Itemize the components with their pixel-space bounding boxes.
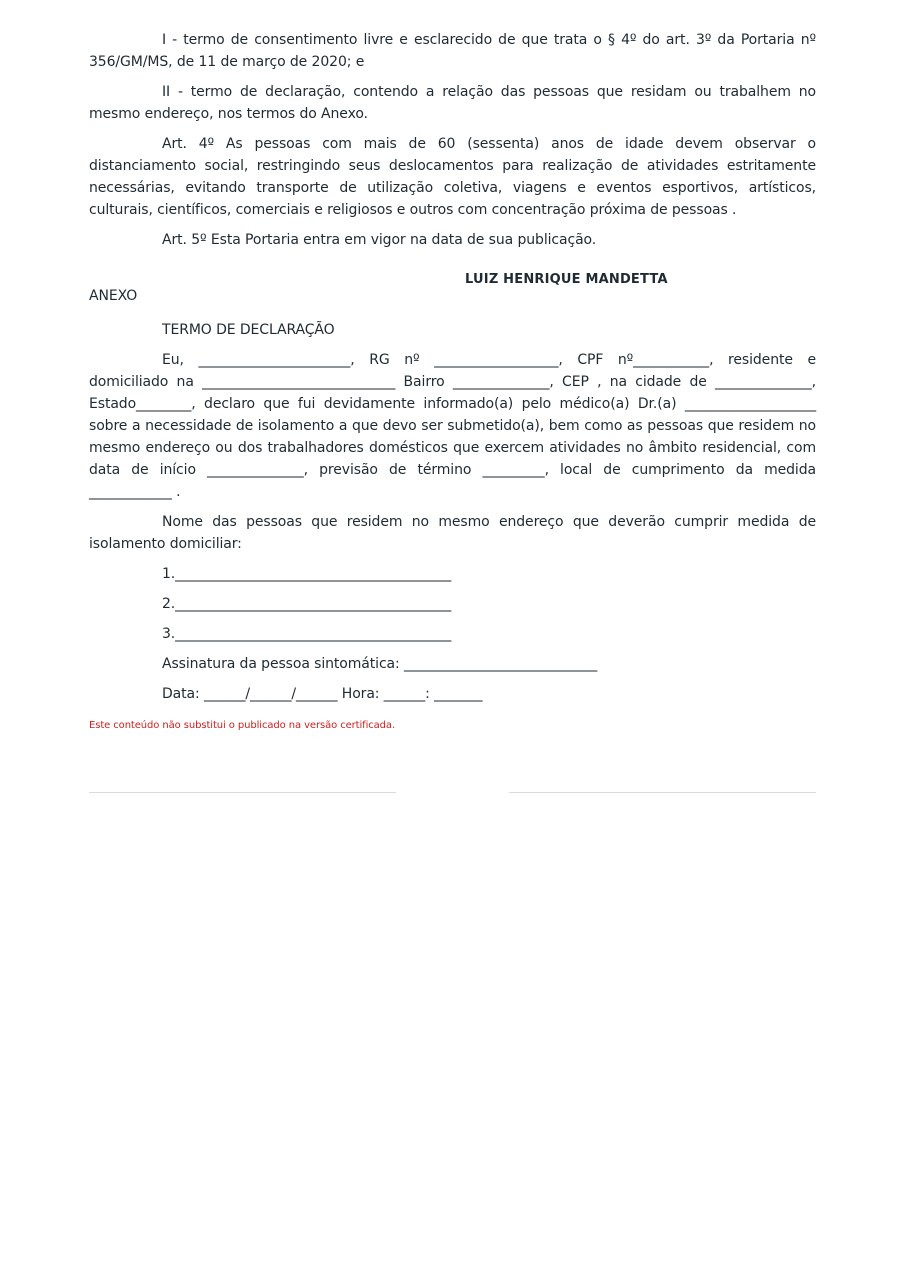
name-line-3: 3.________________________________________: [162, 626, 452, 642]
date-time-line: Data: ______/______/______ Hora: ______: _______: [162, 686, 483, 702]
document-body: [89, 29, 816, 733]
footer-divider-left: [89, 792, 396, 793]
signer-name: LUIZ HENRIQUE MANDETTA: [465, 272, 668, 287]
item-i: I - termo de consentimento livre e esclarecido de que trata o § 4º do art. 3º da Portaria nº 356/GM/MS, de 11 de março de 2020; e: [89, 32, 816, 70]
declaration-title: TERMO DE DECLARAÇÃO: [162, 322, 335, 338]
article-4: Art. 4º As pessoas com mais de 60 (sessenta) anos de idade devem observar o distanciamento social, restringindo seus deslocamentos para realização de atividades estritamente necessárias, evitando transporte de utilização coletiva, viagens e eventos esportivos, artísticos, culturais, científicos, comerciais e religiosos e outros com concentração próxima de pessoas .: [89, 136, 816, 218]
name-line-1: 1.________________________________________: [162, 566, 452, 582]
article-5: Art. 5º Esta Portaria entra em vigor na data de sua publicação.: [162, 232, 597, 248]
signature-line: Assinatura da pessoa sintomática: ____________________________: [162, 656, 598, 672]
item-ii: II - termo de declaração, contendo a relação das pessoas que residam ou trabalhem no mesmo endereço, nos termos do Anexo.: [89, 84, 816, 122]
names-intro: Nome das pessoas que residem no mesmo endereço que deverão cumprir medida de isolamento domiciliar:: [89, 514, 816, 552]
footer-divider-right: [509, 792, 816, 793]
anexo-label: ANEXO: [89, 288, 138, 304]
name-line-2: 2.________________________________________: [162, 596, 452, 612]
certification-disclaimer: Este conteúdo não substitui o publicado na versão certificada.: [89, 720, 396, 731]
declaration-text: Eu, ______________________, RG nº __________________, CPF nº___________, residente e domiciliado na ____________________________ Bairro ______________, CEP , na cidade de ______________, Estado________, declaro que fui devidamente informado(a) pelo médico(a) Dr.(a) ___________________ sobre a necessidade de isolamento a que devo ser submetido(a), bem como as pessoas que residem no mesmo endereço ou dos trabalhadores domésticos que exercem atividades no âmbito residencial, com data de início ______________, previsão de término _________, local de cumprimento da medida ____________ .: [89, 352, 816, 500]
